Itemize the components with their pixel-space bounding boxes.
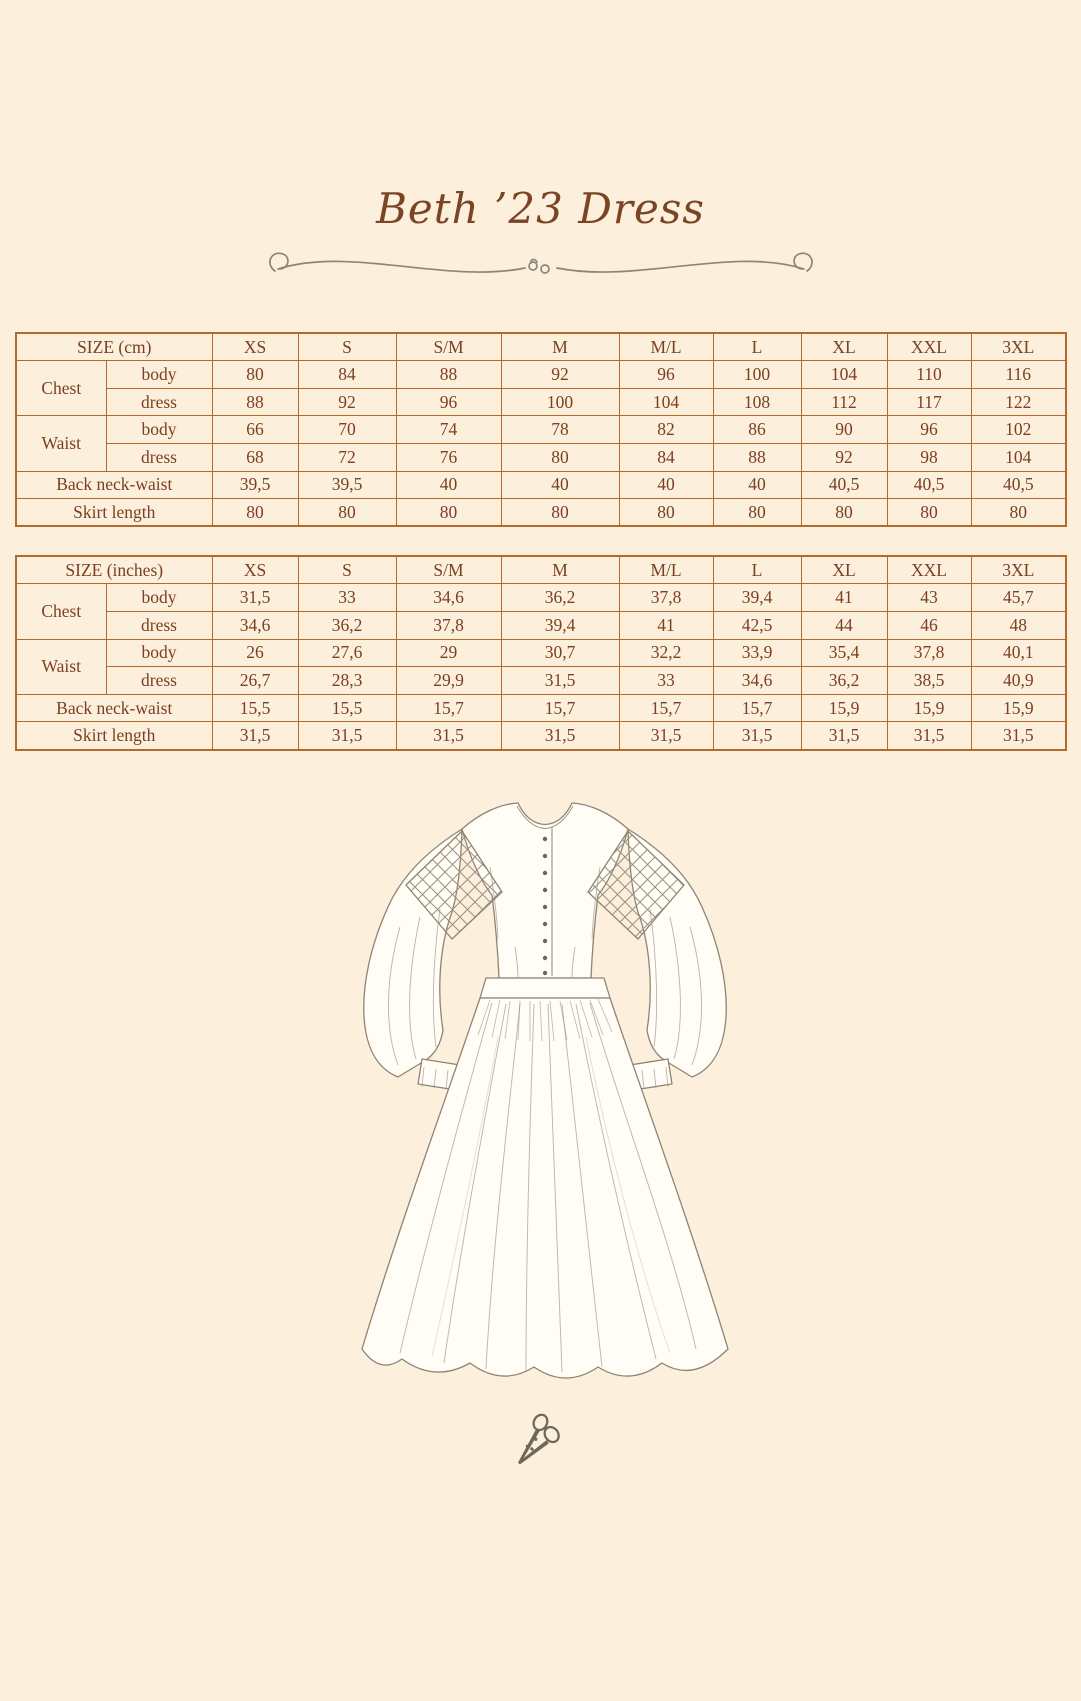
measure-value-cell: 66 [212, 416, 298, 444]
size-col-header: L [713, 333, 801, 361]
measure-value-cell: 96 [619, 361, 713, 389]
measure-value-cell: 30,7 [501, 639, 619, 667]
table-row [16, 612, 1066, 640]
measure-value-cell: 80 [212, 499, 298, 527]
measure-sub-label: body [106, 361, 212, 389]
measure-value-cell: 29 [396, 639, 501, 667]
measure-value-cell: 90 [801, 416, 887, 444]
measure-value-cell: 96 [396, 388, 501, 416]
measure-value-cell: 15,7 [501, 694, 619, 722]
measure-value-cell: 104 [971, 444, 1066, 472]
measure-value-cell: 44 [801, 612, 887, 640]
measure-value-cell: 100 [713, 361, 801, 389]
measure-value-cell: 31,5 [298, 722, 396, 750]
measure-value-cell: 39,5 [212, 471, 298, 499]
measure-value-cell: 40,1 [971, 639, 1066, 667]
measure-value-cell: 117 [887, 388, 971, 416]
size-col-header: S/M [396, 333, 501, 361]
measure-value-cell: 31,5 [212, 722, 298, 750]
measure-value-cell: 43 [887, 584, 971, 612]
measure-value-cell: 68 [212, 444, 298, 472]
size-table-inches [15, 555, 1067, 750]
measure-value-cell: 104 [801, 361, 887, 389]
measure-value-cell: 32,2 [619, 639, 713, 667]
measure-value-cell: 37,8 [619, 584, 713, 612]
measure-value-cell: 46 [887, 612, 971, 640]
dress-sketch [339, 797, 751, 1397]
measure-value-cell: 42,5 [713, 612, 801, 640]
measure-value-cell: 80 [971, 499, 1066, 527]
measure-sub-label: body [106, 416, 212, 444]
measure-sub-label: dress [106, 612, 212, 640]
measure-value-cell: 108 [713, 388, 801, 416]
measure-value-cell: 31,5 [212, 584, 298, 612]
measure-value-cell: 48 [971, 612, 1066, 640]
measure-value-cell: 80 [501, 499, 619, 527]
scissors-icon [505, 1411, 561, 1473]
measure-value-cell: 15,5 [298, 694, 396, 722]
measure-value-cell: 72 [298, 444, 396, 472]
measure-value-cell: 122 [971, 388, 1066, 416]
size-col-header: XL [801, 556, 887, 584]
size-table-cm [15, 332, 1067, 527]
measure-value-cell: 34,6 [713, 667, 801, 695]
measure-value-cell: 40 [713, 471, 801, 499]
measure-value-cell: 39,4 [713, 584, 801, 612]
measure-value-cell: 70 [298, 416, 396, 444]
measure-group-label: Chest [16, 584, 106, 639]
measure-value-cell: 29,9 [396, 667, 501, 695]
measure-value-cell: 80 [501, 444, 619, 472]
measure-value-cell: 82 [619, 416, 713, 444]
measure-group-label: Chest [16, 361, 106, 416]
measure-value-cell: 88 [396, 361, 501, 389]
measure-value-cell: 31,5 [713, 722, 801, 750]
size-col-header: M [501, 333, 619, 361]
measure-value-cell: 36,2 [801, 667, 887, 695]
measure-value-cell: 26,7 [212, 667, 298, 695]
divider-flourish-icon [261, 238, 821, 290]
measure-value-cell: 92 [801, 444, 887, 472]
measure-value-cell: 41 [801, 584, 887, 612]
size-unit-header: SIZE (inches) [16, 556, 212, 584]
measure-value-cell: 104 [619, 388, 713, 416]
measure-sub-label: dress [106, 444, 212, 472]
size-col-header: XXL [887, 333, 971, 361]
page-title: Beth ’23 Dress [376, 184, 705, 233]
measure-value-cell: 78 [501, 416, 619, 444]
measure-value-cell: 80 [887, 499, 971, 527]
measure-value-cell: 88 [713, 444, 801, 472]
table-row [16, 471, 1066, 499]
measure-value-cell: 84 [619, 444, 713, 472]
measure-sub-label: dress [106, 388, 212, 416]
measure-value-cell: 15,9 [971, 694, 1066, 722]
size-col-header: S [298, 333, 396, 361]
measure-value-cell: 35,4 [801, 639, 887, 667]
table-row [16, 444, 1066, 472]
measure-value-cell: 31,5 [396, 722, 501, 750]
size-col-header: XS [212, 556, 298, 584]
table-row [16, 667, 1066, 695]
measure-value-cell: 31,5 [501, 722, 619, 750]
table-row [16, 584, 1066, 612]
measure-value-cell: 36,2 [501, 584, 619, 612]
size-chart-page [0, 186, 1081, 1701]
measure-value-cell: 112 [801, 388, 887, 416]
table-row [16, 361, 1066, 389]
measure-value-cell: 40,5 [971, 471, 1066, 499]
measure-value-cell: 40 [501, 471, 619, 499]
measure-value-cell: 38,5 [887, 667, 971, 695]
measure-value-cell: 40,5 [887, 471, 971, 499]
measure-value-cell: 41 [619, 612, 713, 640]
measure-value-cell: 74 [396, 416, 501, 444]
measure-value-cell: 15,7 [396, 694, 501, 722]
measure-value-cell: 76 [396, 444, 501, 472]
measure-value-cell: 92 [501, 361, 619, 389]
measure-value-cell: 15,9 [887, 694, 971, 722]
measure-value-cell: 88 [212, 388, 298, 416]
measure-value-cell: 31,5 [619, 722, 713, 750]
measure-value-cell: 98 [887, 444, 971, 472]
measure-sub-label: body [106, 584, 212, 612]
size-col-header: M [501, 556, 619, 584]
measure-value-cell: 15,7 [713, 694, 801, 722]
size-col-header: XS [212, 333, 298, 361]
measure-value-cell: 102 [971, 416, 1066, 444]
measure-value-cell: 40,9 [971, 667, 1066, 695]
measure-value-cell: 36,2 [298, 612, 396, 640]
measure-row-label: Back neck-waist [16, 694, 212, 722]
measure-value-cell: 39,4 [501, 612, 619, 640]
measure-value-cell: 37,8 [887, 639, 971, 667]
measure-value-cell: 92 [298, 388, 396, 416]
measure-value-cell: 80 [212, 361, 298, 389]
size-col-header: 3XL [971, 556, 1066, 584]
measure-value-cell: 40 [619, 471, 713, 499]
measure-value-cell: 40 [396, 471, 501, 499]
measure-value-cell: 116 [971, 361, 1066, 389]
size-unit-header: SIZE (cm) [16, 333, 212, 361]
table-row [16, 416, 1066, 444]
measure-value-cell: 31,5 [887, 722, 971, 750]
measure-value-cell: 80 [298, 499, 396, 527]
table-row [16, 499, 1066, 527]
measure-value-cell: 27,6 [298, 639, 396, 667]
measure-group-label: Waist [16, 416, 106, 471]
measure-value-cell: 80 [619, 499, 713, 527]
measure-row-label: Skirt length [16, 499, 212, 527]
measure-value-cell: 96 [887, 416, 971, 444]
measure-value-cell: 28,3 [298, 667, 396, 695]
measure-value-cell: 31,5 [971, 722, 1066, 750]
measure-value-cell: 26 [212, 639, 298, 667]
table-row [16, 694, 1066, 722]
measure-sub-label: dress [106, 667, 212, 695]
measure-value-cell: 84 [298, 361, 396, 389]
measure-value-cell: 33,9 [713, 639, 801, 667]
measure-value-cell: 34,6 [212, 612, 298, 640]
size-col-header: S [298, 556, 396, 584]
size-col-header: M/L [619, 556, 713, 584]
measure-value-cell: 39,5 [298, 471, 396, 499]
measure-value-cell: 80 [396, 499, 501, 527]
measure-value-cell: 33 [298, 584, 396, 612]
measure-value-cell: 40,5 [801, 471, 887, 499]
size-col-header: M/L [619, 333, 713, 361]
table-row [16, 722, 1066, 750]
measure-value-cell: 15,9 [801, 694, 887, 722]
measure-value-cell: 31,5 [801, 722, 887, 750]
measure-value-cell: 15,5 [212, 694, 298, 722]
size-col-header: 3XL [971, 333, 1066, 361]
size-col-header: XL [801, 333, 887, 361]
measure-row-label: Skirt length [16, 722, 212, 750]
measure-value-cell: 100 [501, 388, 619, 416]
measure-value-cell: 86 [713, 416, 801, 444]
measure-value-cell: 80 [801, 499, 887, 527]
measure-value-cell: 110 [887, 361, 971, 389]
size-col-header: L [713, 556, 801, 584]
measure-sub-label: body [106, 639, 212, 667]
measure-row-label: Back neck-waist [16, 471, 212, 499]
table-row [16, 388, 1066, 416]
measure-value-cell: 80 [713, 499, 801, 527]
table-row [16, 639, 1066, 667]
measure-value-cell: 34,6 [396, 584, 501, 612]
measure-value-cell: 33 [619, 667, 713, 695]
size-col-header: XXL [887, 556, 971, 584]
measure-value-cell: 37,8 [396, 612, 501, 640]
size-col-header: S/M [396, 556, 501, 584]
measure-group-label: Waist [16, 639, 106, 694]
measure-value-cell: 31,5 [501, 667, 619, 695]
measure-value-cell: 15,7 [619, 694, 713, 722]
measure-value-cell: 45,7 [971, 584, 1066, 612]
